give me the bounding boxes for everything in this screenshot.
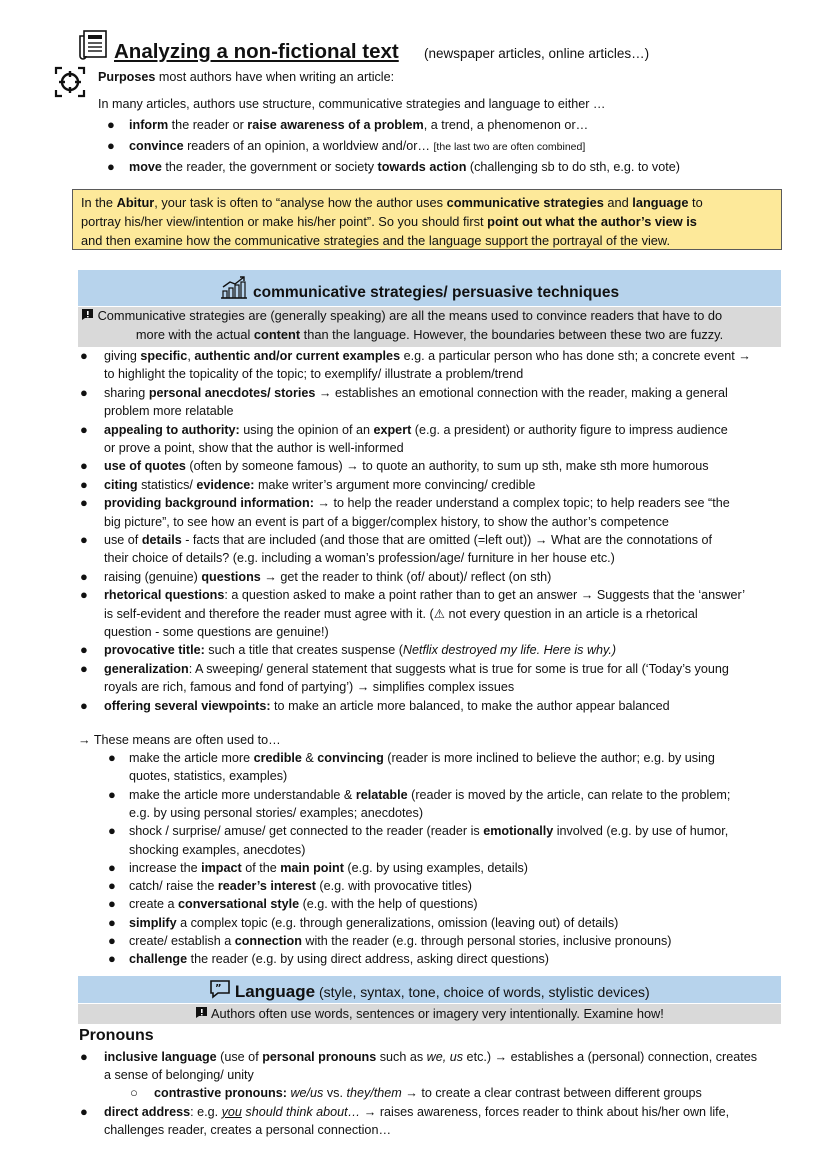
list-item-text: using the opinion of an (239, 422, 374, 437)
abitur-term: point out what the author’s view is (487, 214, 697, 229)
list-item-text: make the article more (129, 751, 254, 765)
list-item (129, 895, 478, 913)
purpose-item (129, 116, 588, 134)
list-item-text: appealing to authority: (104, 422, 240, 437)
list-item-text: challenge (129, 952, 188, 967)
list-item-text: increase the (129, 860, 202, 875)
list-item-text: make writer’s argument more convincing/ credible (254, 477, 536, 492)
list-item-text: rhetorical questions (104, 588, 225, 603)
list-item-continuation: a sense of belonging/ unity (104, 1068, 254, 1082)
list-item (104, 641, 616, 659)
bullet-icon: ● (108, 933, 116, 948)
list-item-text: you (221, 1105, 242, 1119)
list-item-text: : A sweeping/ general statement that suggests what is true for some is true for all (‘Today’s young (188, 661, 729, 676)
abitur-term: Abitur (116, 195, 155, 210)
purpose-term: inform (129, 118, 169, 132)
purpose-term: raise awareness of a problem (247, 118, 424, 132)
list-item-continuation: is self-evident and therefore the reader must agree with it. (⚠ not every question in an article is a rhetorical (104, 606, 698, 621)
list-item-continuation: e.g. by using personal stories/ examples; anecdotes) (129, 805, 424, 820)
bullet-icon: ● (80, 587, 88, 603)
list-item-text: use of (104, 533, 142, 547)
note-text: than the language. However, the boundaries between these two are fuzzy. (300, 326, 724, 342)
list-item-text: create a (129, 897, 179, 912)
bullet-icon: ● (108, 896, 116, 912)
list-item-text: emotionally (483, 824, 554, 839)
bullet-icon: ● (80, 1049, 88, 1064)
list-item (104, 457, 709, 475)
strategies-title: communicative strategies/ persuasive techniques (253, 284, 620, 301)
bullet-icon: ● (80, 660, 88, 676)
abitur-task-box (72, 189, 782, 250)
list-item (104, 568, 551, 586)
purpose-item (129, 158, 680, 176)
page-subtitle: (newspaper articles, online articles…) (424, 46, 650, 61)
bullet-icon: ● (108, 750, 116, 765)
purposes-intro: In many articles, authors use structure, communicative strategies and language to either … (98, 97, 606, 111)
list-item-text: of the (241, 860, 281, 875)
language-note-line (78, 1006, 781, 1021)
note-term: content (253, 326, 301, 342)
list-item-text: convincing (317, 751, 384, 765)
note-icon (195, 1006, 208, 1021)
list-item-text: reader’s interest (217, 879, 316, 894)
list-item-text: authentic and/or current examples (194, 349, 401, 363)
bullet-icon: ● (80, 421, 88, 437)
list-item-text: raising (genuine) (104, 569, 202, 584)
list-item-text: use of quotes (104, 459, 186, 474)
language-subtitle: (style, syntax, tone, choice of words, stylistic devices) (315, 984, 650, 1000)
list-item-text: → get the reader to think (of/ about)/ reflect (on sth) (260, 569, 552, 584)
list-item-continuation: quotes, statistics, examples) (129, 769, 288, 784)
language-note (78, 1004, 781, 1024)
list-item-text: expert (373, 422, 412, 437)
list-item-text: (often by someone famous) → to quote an authority, to sum up sth, make sth more humorous (185, 459, 709, 474)
bullet-icon: ● (107, 138, 115, 153)
list-item-text: shock / surprise/ amuse/ get connected to the reader (reader is (129, 824, 484, 839)
bullet-icon: ● (80, 495, 88, 511)
list-item-text: (reader is more inclined to believe the author; e.g. by using (383, 751, 715, 765)
list-item-text: should think about… (241, 1105, 361, 1119)
purpose-text: the reader, the government or society (161, 160, 378, 174)
abitur-text: and (603, 195, 633, 210)
means-intro: → These means are often used to… (78, 733, 281, 747)
abitur-line (81, 193, 773, 212)
list-item-continuation: or prove a point, show that the author is well-informed (104, 441, 404, 455)
newspaper-icon (78, 30, 108, 63)
list-item-text: → establishes an emotional connection with the reader, making a general (315, 385, 728, 400)
list-item-continuation: to highlight the topicality of the topic; to exemplify/ illustrate a problem/trend (104, 367, 524, 382)
list-item-text: impact (201, 860, 242, 875)
list-item (104, 1048, 757, 1066)
list-item-text: conversational style (178, 897, 300, 912)
language-title: Language (234, 982, 316, 1001)
language-note-text: Authors often use words, sentences or imagery very intentionally. Examine how! (211, 1006, 664, 1021)
note-line (78, 326, 781, 345)
bullet-icon: ● (107, 159, 115, 174)
target-icon (54, 66, 86, 101)
page-title: Analyzing a non-fictional text (114, 40, 399, 63)
bullet-icon: ● (80, 642, 88, 658)
bullet-icon: ● (108, 951, 116, 967)
list-item-text: relatable (355, 787, 408, 802)
list-item (129, 914, 618, 932)
list-item-text: (e.g. a president) or authority figure to impress audience (411, 422, 728, 437)
purposes-heading (98, 68, 394, 86)
abitur-text: to (688, 195, 703, 210)
list-item-text: → raises awareness, forces reader to think about his/her own life, (360, 1105, 730, 1119)
list-item-text: questions (201, 569, 261, 584)
list-item-text: such a title that creates suspense ( (204, 643, 403, 658)
list-item-text: - facts that are included (and those that are omitted (=left out)) → What are the connotations of (181, 533, 712, 547)
purpose-text: , a trend, a phenomenon or… (423, 118, 589, 132)
bullet-icon: ● (108, 786, 116, 802)
bullet-icon: ○ (130, 1085, 138, 1100)
growth-chart-icon (220, 276, 248, 303)
list-item-continuation: problem more relatable (104, 404, 234, 419)
list-item-text: simplify (129, 915, 177, 930)
list-item-text: statistics/ (137, 477, 197, 492)
list-item (104, 347, 751, 365)
list-item-text: evidence: (196, 477, 255, 492)
list-item-text: such as (376, 1050, 427, 1064)
list-item-text: Netflix destroyed my life. Here is why.) (402, 643, 617, 658)
list-item-text: & (301, 751, 318, 765)
strategies-note (78, 307, 781, 347)
speech-bubble-icon (209, 983, 231, 1000)
list-item (104, 586, 745, 604)
list-item-text: citing (104, 477, 138, 492)
list-item-text: provocative title: (104, 643, 205, 658)
list-item-text: connection (234, 934, 302, 948)
note-line (78, 307, 781, 326)
bullet-icon: ● (80, 1104, 88, 1119)
abitur-line: and then examine how the communicative strategies and the language support the portrayal of the view. (81, 233, 671, 248)
list-item-text: personal pronouns (262, 1050, 377, 1064)
purpose-term: convince (129, 139, 184, 153)
note-text: Communicative strategies are (generally speaking) are all the means used to convince readers that have to do (97, 308, 723, 323)
bullet-icon: ● (107, 117, 115, 132)
list-item-continuation: challenges reader, creates a personal connection… (104, 1123, 392, 1137)
bullet-icon: ● (108, 914, 116, 930)
list-item-text: with the reader (e.g. through personal stories, inclusive pronouns) (301, 934, 672, 948)
list-item (104, 660, 729, 678)
list-item-continuation: big picture”, to see how an event is part of a bigger/complex history, to show the author’s competence (104, 514, 669, 529)
list-item-text: credible (253, 751, 302, 765)
bullet-icon: ● (80, 697, 88, 713)
list-item-text: etc.) → establishes a (personal) connection, creates (463, 1050, 758, 1064)
list-item-text: we/us (290, 1086, 324, 1100)
list-item-text: to help the reader understand a complex topic; to help readers see “the (329, 496, 730, 511)
purpose-item (129, 137, 585, 156)
list-item-text: create/ establish a (129, 934, 235, 948)
svg-text:”: ” (215, 983, 222, 994)
list-item-text: details (141, 533, 182, 547)
list-item-text: we, us (426, 1050, 464, 1064)
bullet-icon: ● (80, 384, 88, 400)
purpose-text: readers of an opinion, a worldview and/or… (183, 139, 434, 153)
list-item-text: main point (280, 860, 344, 875)
abitur-text: , your task is often to “analyse how the author uses (154, 195, 447, 210)
list-item (129, 932, 672, 950)
list-item (129, 786, 730, 804)
list-item-text: : e.g. (190, 1105, 222, 1119)
purpose-text: (challenging sb to do sth, e.g. to vote) (466, 160, 680, 174)
list-item-text: to make an article more balanced, to make the author appear balanced (270, 698, 670, 713)
list-item-text: generalization (104, 661, 189, 676)
list-item-text: (e.g. with the help of questions) (299, 897, 478, 912)
list-item-text: , (187, 349, 195, 363)
bullet-icon: ● (108, 823, 116, 839)
list-item-continuation: shocking examples, anecdotes) (129, 842, 306, 857)
bullet-icon: ● (108, 878, 116, 894)
purposes-label-rest: most authors have when writing an article: (155, 70, 395, 84)
list-item-text: providing background information: → (104, 496, 330, 511)
abitur-term: communicative strategies (446, 195, 604, 210)
purpose-term: towards action (377, 160, 467, 174)
list-item-continuation: their choice of details? (e.g. including a woman’s profession/age/ furniture in her house etc.) (104, 551, 615, 566)
list-item-text: sharing (104, 385, 149, 400)
bullet-icon: ● (108, 859, 116, 875)
note-icon (81, 308, 94, 323)
note-text: more with the actual (135, 326, 254, 342)
list-item-text: personal anecdotes/ stories (148, 385, 316, 400)
abitur-line (81, 212, 773, 231)
list-item-text: (reader is moved by the article, can relate to the problem; (407, 787, 731, 802)
abitur-text: portray his/her view/intention or make his/her point”. So you should first (81, 214, 488, 229)
list-item-text: involved (e.g. by use of humor, (553, 824, 729, 839)
purpose-note: [the last two are often combined] (433, 141, 586, 153)
abitur-term: language (632, 195, 689, 210)
bullet-icon: ● (80, 348, 88, 363)
list-item-text: contrastive pronouns: (154, 1086, 291, 1100)
list-item-text: a complex topic (e.g. through generalizations, omission (leaving out) of details) (176, 915, 619, 930)
list-item (129, 822, 728, 840)
list-item-text: (use of (216, 1050, 263, 1064)
list-item-text: direct address (104, 1105, 191, 1119)
list-item (104, 494, 730, 512)
list-item-text: e.g. a particular person who has done sth; a concrete event → (400, 349, 751, 363)
list-item-text: catch/ raise the (129, 879, 218, 894)
list-item (104, 384, 728, 402)
list-item-text: specific (140, 349, 188, 363)
list-item (129, 749, 715, 767)
bullet-icon: ● (80, 532, 88, 547)
list-item-continuation: question - some questions are genuine!) (104, 625, 329, 639)
list-item (129, 950, 549, 968)
list-item-text: inclusive language (104, 1050, 217, 1064)
page-header (78, 30, 798, 70)
list-item-text: the reader (e.g. by using direct address, asking direct questions) (187, 952, 550, 967)
list-item (104, 476, 535, 494)
list-item-text: (e.g. by using examples, details) (343, 860, 528, 875)
bullet-icon: ● (80, 568, 88, 584)
list-item-text: (e.g. with provocative titles) (315, 879, 473, 894)
list-item-text: offering several viewpoints: (104, 698, 271, 713)
list-item (104, 531, 712, 549)
list-item (104, 697, 670, 715)
purpose-text: the reader or (168, 118, 248, 132)
abitur-text: In the (81, 195, 117, 210)
list-item-text: vs. (323, 1086, 347, 1100)
list-item-text: giving (104, 349, 141, 363)
pronouns-title: Pronouns (79, 1027, 154, 1044)
purposes-label: Purposes (98, 70, 156, 84)
list-item (154, 1084, 702, 1102)
bullet-icon: ● (80, 458, 88, 474)
purpose-term: move (129, 160, 162, 174)
bullet-icon: ● (80, 476, 88, 492)
list-item (129, 859, 528, 877)
language-header (78, 976, 781, 1003)
list-item-text: → to create a clear contrast between different groups (401, 1086, 702, 1100)
strategies-header (78, 270, 781, 306)
list-item-text: make the article more understandable & (129, 787, 356, 802)
list-item (129, 877, 472, 895)
list-item-text: they/them (346, 1086, 402, 1100)
language-heading-line (78, 979, 781, 1002)
list-item (104, 1103, 729, 1121)
list-item-text: : a question asked to make a point rather than to get an answer → Suggests that the ‘answer’ (224, 588, 745, 603)
list-item (104, 421, 728, 439)
list-item-continuation: royals are rich, famous and fond of partying’) → simplifies complex issues (104, 680, 515, 695)
